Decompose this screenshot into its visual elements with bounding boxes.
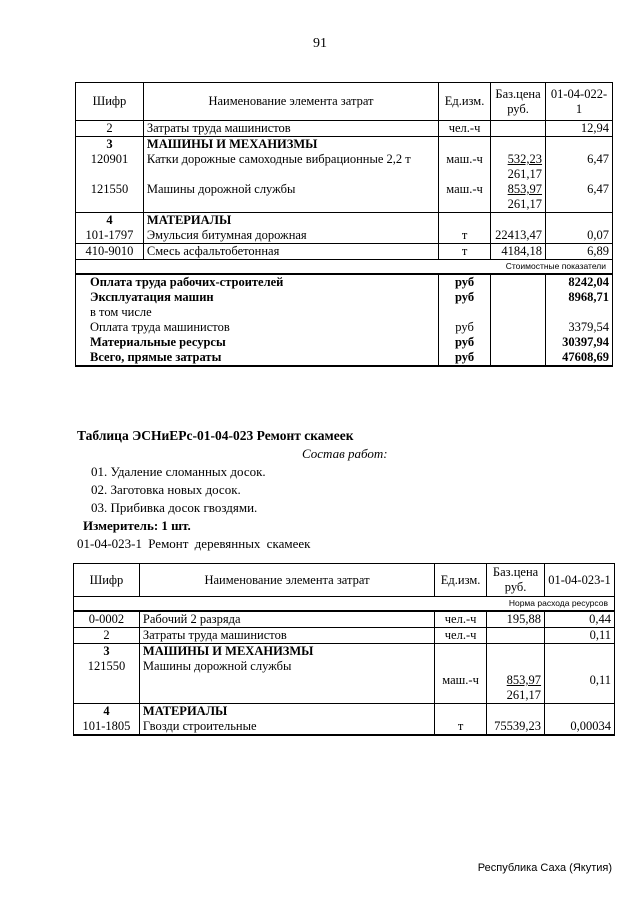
table-row: 120901 Катки дорожные самоходные вибрационные 2,2 т маш.-ч 532,23 261,17 6,47 [76, 152, 613, 182]
table-row: 4 МАТЕРИАЛЫ [76, 213, 613, 229]
cost-table-1 [75, 82, 613, 367]
norm-label: Норма расхода ресурсов [74, 597, 615, 612]
header-code: Шифр [76, 83, 144, 121]
header-norm: 01-04-023-1 [545, 564, 615, 597]
work-item: 02. Заготовка новых досок. [91, 482, 241, 497]
work-item: 01. Удаление сломанных досок. [91, 464, 266, 479]
table-row: Всего, прямые затраты руб 47608,69 [76, 350, 613, 366]
header-unit: Ед.изм. [435, 564, 487, 597]
header-price: Баз.цена руб. [487, 564, 545, 597]
table-row: 101-1797 Эмульсия битумная дорожная т 22413,47 0,07 [76, 228, 613, 244]
table-row: 4 МАТЕРИАЛЫ [74, 704, 615, 720]
table-row: 3 МАШИНЫ И МЕХАНИЗМЫ [74, 644, 615, 660]
work-item: 03. Прибивка досок гвоздями. [91, 500, 258, 515]
table-row: 101-1805 Гвозди строительные т 75539,23 0,00034 [74, 719, 615, 735]
table-row: 0-0002 Рабочий 2 разряда чел.-ч 195,88 0,44 [74, 611, 615, 628]
header-norm: 01-04-022-1 [546, 83, 613, 121]
footer-region: Республика Саха (Якутия) [477, 862, 612, 874]
table-row: 121550 Машины дорожной службы маш.-ч 853,97 261,17 6,47 [76, 182, 613, 213]
table-row: 2 Затраты труда машинистов чел.-ч 12,94 [76, 121, 613, 137]
header-unit: Ед.изм. [439, 83, 491, 121]
header-code: Шифр [74, 564, 140, 597]
table-row: 2 Затраты труда машинистов чел.-ч 0,11 [74, 628, 615, 644]
table-row: 3 МАШИНЫ И МЕХАНИЗМЫ [76, 137, 613, 153]
item-code: 01-04-023-1 Ремонт деревянных скамеек [77, 536, 311, 551]
measure-unit: Измеритель: 1 шт. [83, 518, 191, 533]
header-name: Наименование элемента затрат [143, 83, 438, 121]
table-row: Оплата труда машинистов руб 3379,54 [76, 320, 613, 335]
cost-indicators-label: Стоимостные показатели [76, 260, 613, 275]
page-number: 91 [313, 36, 327, 51]
header-name: Наименование элемента затрат [139, 564, 434, 597]
header-price: Баз.цена руб. [491, 83, 546, 121]
table-row: Оплата труда рабочих-строителей руб 8242,04 [76, 274, 613, 290]
table-row: 121550 Машины дорожной службы маш.-ч 853,97 261,17 0,11 [74, 659, 615, 704]
table-row: 410-9010 Смесь асфальтобетонная т 4184,18 6,89 [76, 244, 613, 260]
cost-table-2 [73, 563, 615, 736]
table-row: в том числе [76, 305, 613, 320]
composition-title: Состав работ: [302, 446, 388, 461]
table-row: Эксплуатация машин руб 8968,71 [76, 290, 613, 305]
table-row: Материальные ресурсы руб 30397,94 [76, 335, 613, 350]
table-title: Таблица ЭСНиЕРс-01-04-023 Ремонт скамеек [77, 428, 354, 443]
